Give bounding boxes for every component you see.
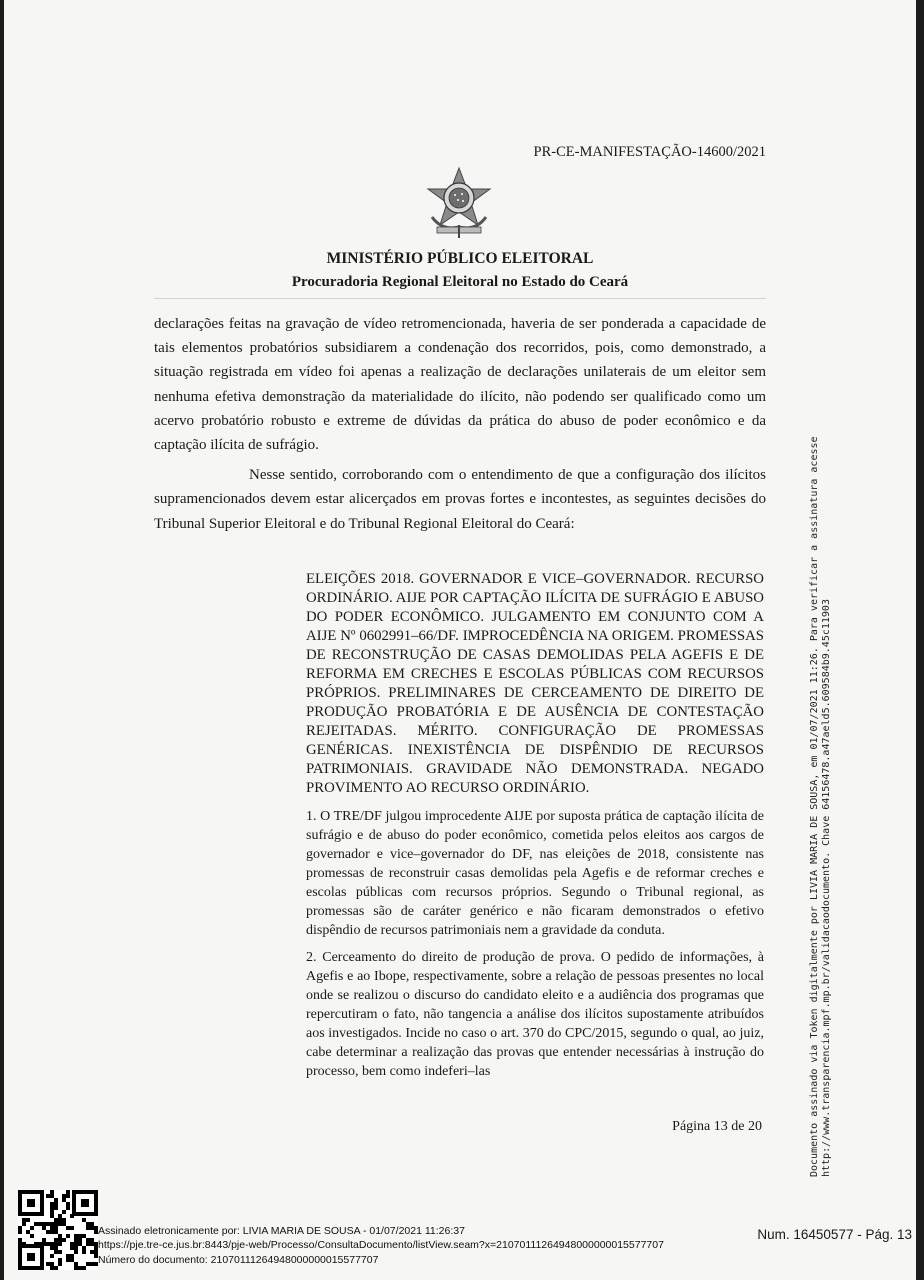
- organization-subtitle: Procuradoria Regional Eleitoral no Estado do Ceará: [291, 274, 629, 290]
- stamp-line-1: Documento assinado via Token digitalmente por LIVIA MARIA DE SOUSA, em 01/07/2021 11:26. Para verificar a assinatura acesse: [809, 436, 820, 1177]
- body-text: [154, 312, 766, 536]
- document-page: [4, 0, 916, 1280]
- stamp-line-2: http://www.transparencia.mpf.mp.br/validacaodocumento. Chave 64156478.a47aeld5.609584b9.45c11903: [821, 599, 832, 1177]
- body-paragraph-2: Nesse sentido, corroborando com o entendimento de que a configuração dos ilícitos supramencionados devem estar alicerçados em provas fortes e incontestes, as seguintes decisões do Tribunal Superior Eleitoral e do Tribunal Regional Eleitoral do Ceará:: [154, 467, 766, 532]
- document-number-line: Número do documento: 21070111264948000000015577707: [98, 1253, 379, 1266]
- page-number: Página 13 de 20: [672, 1119, 762, 1134]
- digital-signature-stamp: [809, 377, 833, 1177]
- organization-title: MINISTÉRIO PÚBLICO ELEITORAL: [326, 250, 594, 267]
- document-id: PR-CE-MANIFESTAÇÃO-14600/2021: [533, 144, 766, 160]
- quote-ementa: ELEIÇÕES 2018. GOVERNADOR E VICE–GOVERNADOR. RECURSO ORDINÁRIO. AIJE POR CAPTAÇÃO ILÍCITA DE SUFRÁGIO E ABUSO DO PODER ECONÔMICO. JULGAMENTO EM CONJUNTO COM A AIJE Nº 0602991–66/DF. IMPROCEDÊNCIA NA ORIGEM. PROMESSAS DE RECONSTRUÇÃO DE CASAS DEMOLIDAS PELA AGEFIS E DE REFORMA EM CRECHES E ESCOLAS PÚBLICAS COM RECURSOS PRÓPRIOS. PRELIMINARES DE CERCEAMENTO DE DIREITO DE PRODUÇÃO PROBATÓRIA E DE AUSÊNCIA DE CONTESTAÇÃO REJEITADAS. MÉRITO. CONFIGURAÇÃO DE PROMESSAS GENÉRICAS. INEXISTÊNCIA DE DISPÊNDIO DE RECURSOS PATRIMONIAIS. GRAVIDADE NÃO DEMONSTRADA. NEGADO PROVIMENTO AO RECURSO ORDINÁRIO.: [306, 571, 764, 796]
- quote-item-2: 2. Cerceamento do direito de produção de prova. O pedido de informações, à Agefis e ao Ibope, respectivamente, sobre a relação de pessoas presentes no local onde se realizou o discurso do candidato eleito e a audiência dos programas que repercutiram o fato, não tangencia a análise dos ilícitos supostamente atribuídos aos investigados. Incide no caso o art. 370 do CPC/2015, segundo o qual, ao juiz, cabe determinar a realização das provas que entender necessárias à instrução do processo, bem como indeferi–las: [306, 950, 764, 1079]
- document-url[interactable]: https://pje.tre-ce.jus.br:8443/pje-web/Processo/ConsultaDocumento/listView.seam?x=21070111264948000000015577707: [98, 1239, 664, 1252]
- jurisprudence-quote: [306, 570, 764, 1089]
- brazil-coat-of-arms-icon: [422, 165, 496, 239]
- quote-item-1: 1. O TRE/DF julgou improcedente AIJE por suposta prática de captação ilícita de sufrágio e de abuso do poder econômico, cometida pelos eleitos aos cargos de governador e vice–governador do DF, nas eleições de 2018, consistente nas promessas de reconstruir casas demolidas pela Agefis e de reformar creches e escolas públicas com recursos próprios. Segundo o Tribunal regional, as promessas são de caráter genérico e não ficaram demonstrados o efetivo dispêndio de recursos patrimoniais nem a gravidade da conduta.: [306, 809, 764, 938]
- electronic-signature-info: [98, 1224, 664, 1267]
- qr-code-icon: [18, 1190, 98, 1270]
- header-divider: [154, 298, 766, 299]
- page-reference: Num. 16450577 - Pág. 13: [757, 1227, 912, 1242]
- body-paragraph-1: declarações feitas na gravação de vídeo retromencionada, haveria de ser ponderada a capacidade de tais elementos probatórios subsidiarem a condenação dos recorridos, pois, como demonstrado, a situação registrada em vídeo foi apenas a realização de declarações unilaterais de um eleitor sem nenhuma efetiva demonstração da materialidade do ilícito, não podendo ser qualificado como um acervo probatório robusto e extreme de dúvidas da prática do abuso de poder econômico e da captação ilícita de sufrágio.: [154, 316, 766, 454]
- signed-by-line: Assinado eletronicamente por: LIVIA MARIA DE SOUSA - 01/07/2021 11:26:37: [98, 1225, 465, 1237]
